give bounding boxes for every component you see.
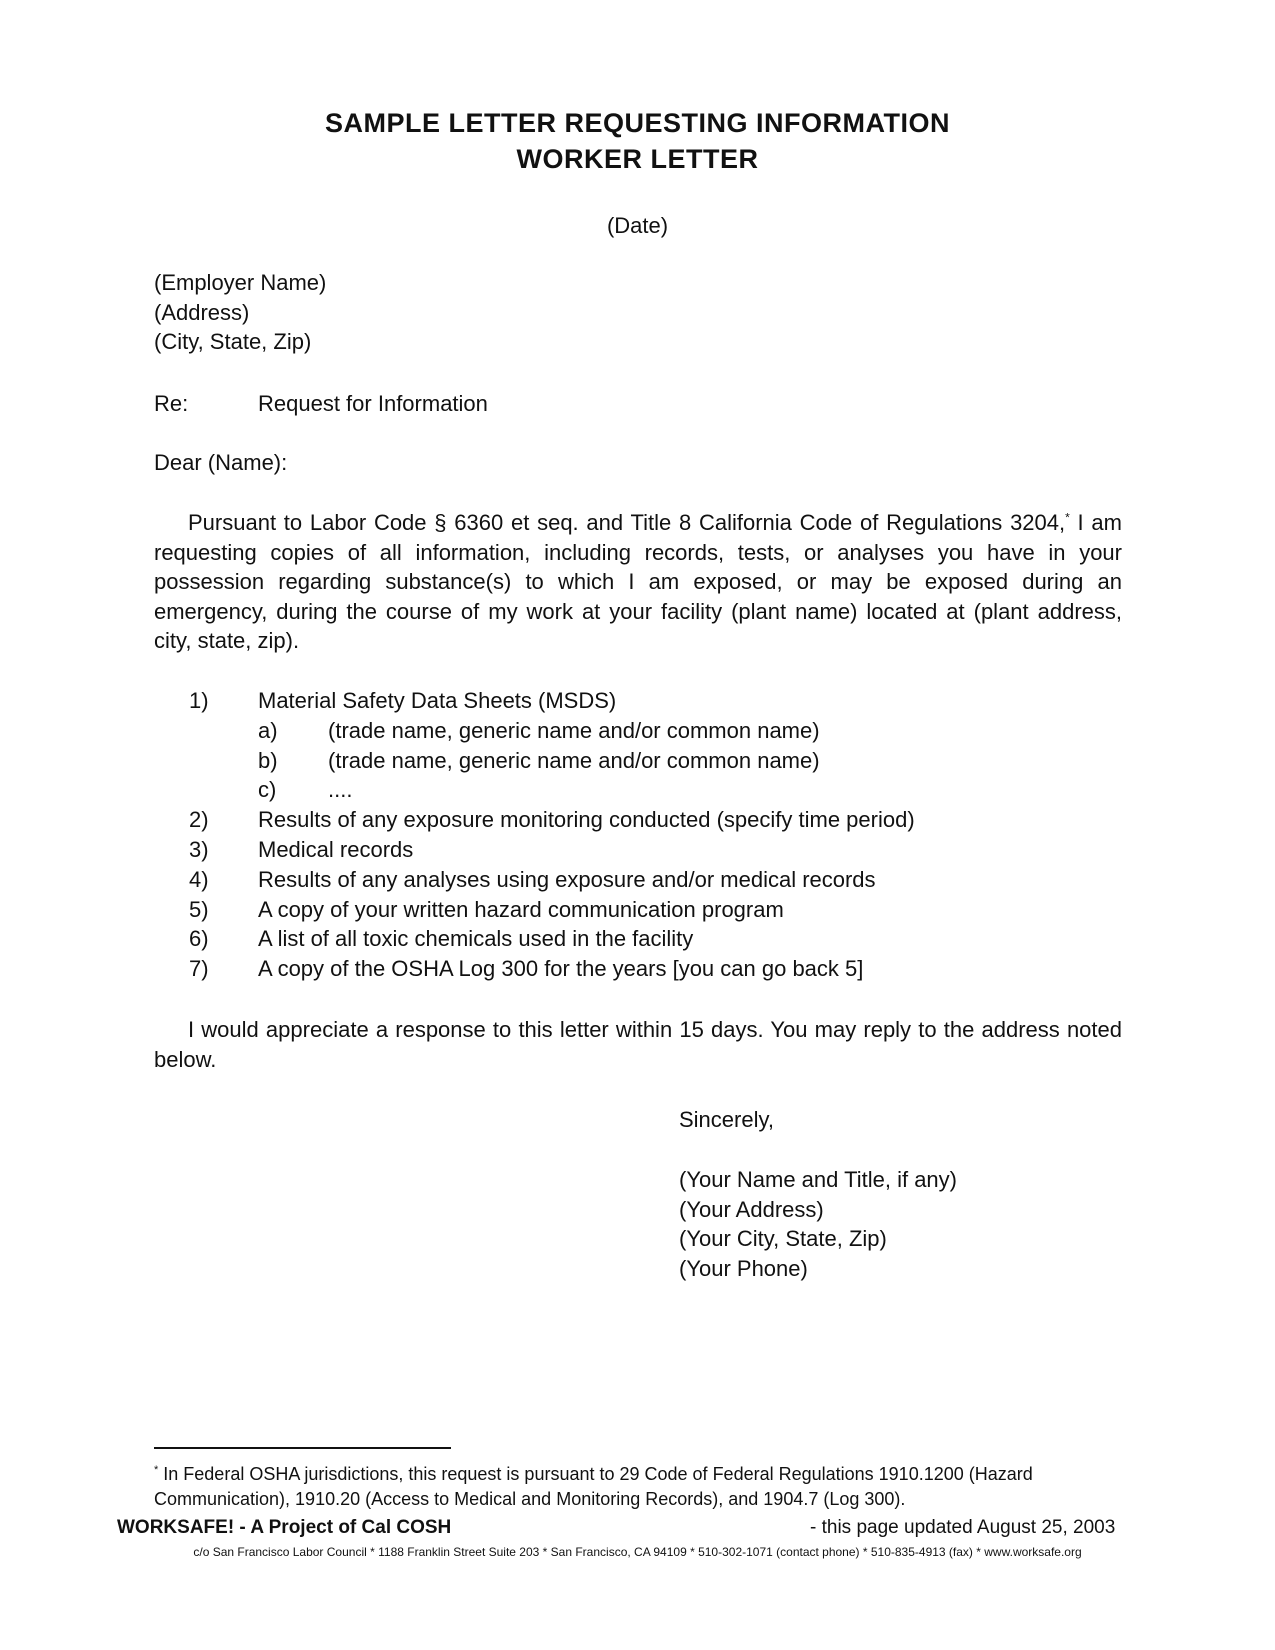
date-placeholder: (Date) (606, 213, 669, 238)
body-paragraph-1 (154, 508, 1122, 656)
list-number: b) (258, 747, 278, 773)
list-text: Medical records (258, 836, 414, 862)
signature-city: (Your City, State, Zip) (679, 1226, 887, 1251)
list-item (154, 895, 1154, 925)
list-number: a) (258, 717, 278, 743)
list-text: Results of any exposure monitoring conducted (specify time period) (258, 807, 915, 833)
list-number: 3) (189, 836, 209, 862)
re-label: Re: (154, 391, 189, 416)
request-list (154, 686, 1154, 984)
footer-contact-info: c/o San Francisco Labor Council * 1188 Franklin Street Suite 203 * San Francisco, CA 94109 * 510-302-1071 (contact phone) * 510-835-4913 (fax) * www.worksafe.org (193, 1545, 1082, 1559)
list-item (154, 835, 1154, 865)
list-text: A copy of the OSHA Log 300 for the years [you can go back 5] (258, 956, 864, 982)
signature-address: (Your Address) (679, 1196, 824, 1222)
footnote (154, 1458, 1126, 1512)
footer-updated: - this page updated August 25, 2003 (810, 1517, 1116, 1538)
re-subject: Request for Information (258, 391, 488, 416)
signature-name: (Your Name and Title, if any) (679, 1167, 957, 1192)
list-text: Material Safety Data Sheets (MSDS) (258, 688, 617, 713)
list-text: (trade name, generic name and/or common name) (328, 747, 820, 773)
employer-name: (Employer Name) (154, 270, 327, 295)
title-line-1: SAMPLE LETTER REQUESTING INFORMATION (325, 108, 950, 138)
footnote-text: In Federal OSHA jurisdictions, this request is pursuant to 29 Code of Federal Regulations 1910.1200 (Hazard Communication), 1910.20 (Access to Medical and Monitoring Records), and 1904.7 (Log 300). (154, 1464, 1033, 1509)
list-item (154, 805, 1154, 835)
title-line-2: WORKER LETTER (516, 144, 759, 174)
list-number: 5) (189, 896, 209, 922)
list-item (154, 924, 1154, 954)
para1-after: I am requesting copies of all information, including records, tests, or analyses you have in your possession regarding substance(s) to which I am exposed, or may be exposed during an emergency, during the course of my work at your facility (plant name) located at (plant address, city, state, zip). (154, 510, 1122, 653)
list-number: 1) (189, 688, 209, 713)
employer-city-state-zip: (City, State, Zip) (154, 329, 312, 354)
list-number: 2) (189, 807, 209, 833)
list-number: c) (258, 777, 277, 803)
list-number: 7) (189, 956, 209, 982)
para1-before: Pursuant to Labor Code § 6360 et seq. and Title 8 California Code of Regulations 3204, (188, 510, 1066, 535)
closing: Sincerely, (679, 1107, 774, 1132)
list-subitem (154, 716, 1154, 746)
list-text: .... (328, 777, 353, 803)
footnote-reference: * (1065, 510, 1070, 525)
list-item (154, 865, 1154, 895)
list-item (154, 954, 1154, 984)
list-number: 6) (189, 926, 209, 952)
salutation: Dear (Name): (154, 450, 288, 475)
list-text: Results of any analyses using exposure and/or medical records (258, 866, 876, 892)
list-subitem (154, 775, 1154, 805)
footnote-mark: * (154, 1464, 159, 1476)
footer-organization: WORKSAFE! - A Project of Cal COSH (117, 1517, 452, 1538)
body-paragraph-2: I would appreciate a response to this letter within 15 days. You may reply to the address noted below. (154, 1017, 1122, 1072)
footnote-divider (154, 1447, 451, 1449)
list-text: (trade name, generic name and/or common name) (328, 717, 820, 743)
list-number: 4) (189, 866, 209, 892)
signature-block (679, 1165, 957, 1283)
list-text: A list of all toxic chemicals used in the facility (258, 926, 694, 952)
signature-phone: (Your Phone) (679, 1255, 808, 1281)
list-item (154, 686, 1154, 716)
employer-block (154, 268, 326, 357)
employer-address: (Address) (154, 299, 250, 325)
list-text: A copy of your written hazard communication program (258, 896, 784, 922)
list-subitem (154, 746, 1154, 776)
